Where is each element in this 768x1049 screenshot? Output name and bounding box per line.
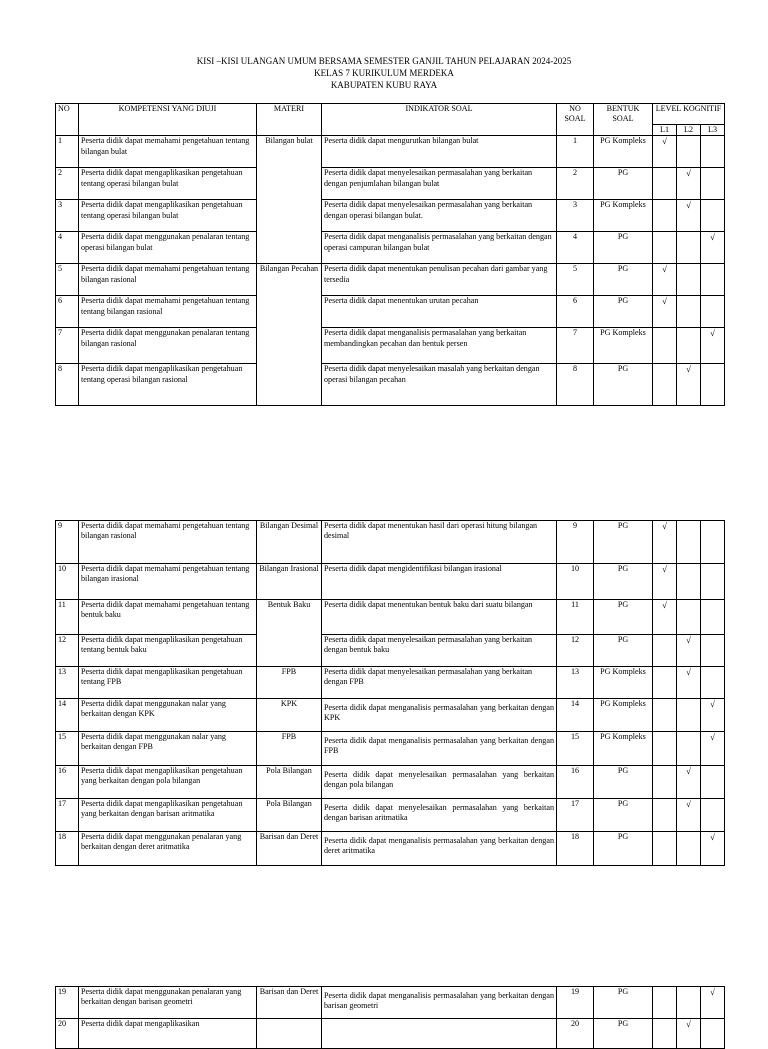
col-header-materi: MATERI: [257, 104, 322, 136]
row-kompetensi: Peserta didik dapat mengaplikasikan pengetahuan tentang bentuk baku: [79, 635, 257, 667]
level-l1-cell: [653, 264, 677, 296]
level-l3-cell: [701, 168, 725, 200]
row-kompetensi: Peserta didik dapat menggunakan penalaran yang berkaitan dengan barisan geometri: [79, 987, 257, 1019]
table-row: [56, 328, 725, 364]
row-indikator: Peserta didik dapat menyelesaikan permasalahan yang berkaitan dengan operasi bilangan bulat.: [322, 200, 557, 232]
table-row: [56, 987, 725, 1019]
level-l1-cell: [653, 699, 677, 732]
row-bentuk-soal: PG Kompleks: [594, 667, 653, 699]
row-no: 5: [56, 264, 79, 296]
row-indikator: Peserta didik dapat menyelesaikan permasalahan yang berkaitan dengan bentuk baku: [322, 635, 557, 667]
row-bentuk-soal: PG Kompleks: [594, 328, 653, 364]
row-indikator: Peserta didik dapat menganalisis permasalahan yang berkaitan dengan deret aritmatika: [322, 832, 557, 866]
level-l3-cell: [701, 200, 725, 232]
kisi-table-part-3: [55, 986, 725, 1049]
level-l1-cell: [653, 200, 677, 232]
row-bentuk-soal: PG Kompleks: [594, 699, 653, 732]
table-row: [56, 168, 725, 200]
row-no-soal: 14: [557, 699, 594, 732]
col-header-bentuk: BENTUK SOAL: [594, 104, 653, 136]
row-kompetensi: Peserta didik dapat mengaplikasikan pengetahuan yang berkaitan dengan barisan aritmatika: [79, 799, 257, 832]
row-indikator: Peserta didik dapat menganalisis permasalahan yang berkaitan dengan KPK: [322, 699, 557, 732]
row-materi: Barisan dan Deret: [257, 832, 322, 866]
level-l3-cell: [701, 564, 725, 600]
table-row: [56, 296, 725, 328]
row-bentuk-soal: PG: [594, 264, 653, 296]
row-indikator: Peserta didik dapat menentukan penulisan pecahan dari gambar yang tersedia: [322, 264, 557, 296]
row-bentuk-soal: PG: [594, 799, 653, 832]
row-indikator: Peserta didik dapat menyelesaikan permasalahan yang berkaitan dengan barisan aritmatika: [322, 799, 557, 832]
kisi-table-part-1: [55, 103, 725, 406]
level-l3-cell: [701, 635, 725, 667]
level-l3-cell: [701, 987, 725, 1019]
row-bentuk-soal: PG: [594, 521, 653, 564]
col-header-l1: L1: [653, 125, 677, 136]
row-bentuk-soal: PG Kompleks: [594, 136, 653, 168]
row-no: 14: [56, 699, 79, 732]
row-no-soal: 5: [557, 264, 594, 296]
level-l2-cell: [677, 667, 701, 699]
check-mark-icon: √: [686, 364, 691, 375]
row-indikator: Peserta didik dapat menyelesaikan permasalahan yang berkaitan dengan FPB: [322, 667, 557, 699]
row-kompetensi: Peserta didik dapat mengaplikasikan pengetahuan yang berkaitan dengan pola bilangan: [79, 766, 257, 799]
row-no: 8: [56, 364, 79, 406]
level-l3-cell: [701, 264, 725, 296]
level-l2-cell: [677, 699, 701, 732]
row-indikator: Peserta didik dapat menentukan urutan pecahan: [322, 296, 557, 328]
level-l3-cell: [701, 1019, 725, 1049]
row-materi: Bilangan Pecahan: [257, 264, 322, 406]
level-l3-cell: [701, 766, 725, 799]
row-no: 19: [56, 987, 79, 1019]
row-kompetensi: Peserta didik dapat menggunakan penalaran tentang bilangan rasional: [79, 328, 257, 364]
row-no: 20: [56, 1019, 79, 1049]
level-l1-cell: [653, 600, 677, 635]
level-l1-cell: [653, 1019, 677, 1049]
check-mark-icon: √: [662, 296, 667, 307]
level-l2-cell: [677, 200, 701, 232]
row-materi: KPK: [257, 699, 322, 732]
level-l1-cell: [653, 296, 677, 328]
row-indikator: Peserta didik dapat menganalisis permasalahan yang berkaitan dengan barisan geometri: [322, 987, 557, 1019]
level-l2-cell: [677, 799, 701, 832]
row-bentuk-soal: PG: [594, 296, 653, 328]
level-l2-cell: [677, 600, 701, 635]
table-row: [56, 832, 725, 866]
row-kompetensi: Peserta didik dapat menggunakan penalaran yang berkaitan dengan deret aritmatika: [79, 832, 257, 866]
row-kompetensi: Peserta didik dapat memahami pengetahuan tentang tentang bilangan rasional: [79, 296, 257, 328]
check-mark-icon: √: [710, 699, 715, 709]
title-line-1: KISI –KISI ULANGAN UMUM BERSAMA SEMESTER GANJIL TAHUN PELAJARAN 2024-2025: [196, 56, 572, 66]
row-no-soal: 15: [557, 732, 594, 766]
row-no: 13: [56, 667, 79, 699]
level-l2-cell: [677, 328, 701, 364]
row-materi: FPB: [257, 732, 322, 766]
row-no-soal: 11: [557, 600, 594, 635]
row-bentuk-soal: PG: [594, 766, 653, 799]
check-mark-icon: √: [686, 766, 691, 776]
level-l3-cell: [701, 296, 725, 328]
table-row: [56, 732, 725, 766]
row-bentuk-soal: PG Kompleks: [594, 200, 653, 232]
table-row: [56, 600, 725, 635]
row-materi: Bentuk Baku: [257, 600, 322, 667]
col-header-kompetensi: KOMPETENSI YANG DIUJI: [79, 104, 257, 136]
level-l2-cell: [677, 136, 701, 168]
table-body-1: [56, 136, 725, 406]
level-l3-cell: [701, 667, 725, 699]
row-kompetensi: Peserta didik dapat mengaplikasikan: [79, 1019, 257, 1049]
table-row: [56, 635, 725, 667]
level-l3-cell: [701, 328, 725, 364]
check-mark-icon: √: [686, 635, 691, 645]
level-l2-cell: [677, 766, 701, 799]
row-no: 6: [56, 296, 79, 328]
level-l1-cell: [653, 799, 677, 832]
table-row: [56, 1019, 725, 1049]
level-l3-cell: [701, 732, 725, 766]
row-materi: Bilangan Desimal: [257, 521, 322, 564]
col-header-indikator: INDIKATOR SOAL: [322, 104, 557, 136]
table-row: [56, 699, 725, 732]
row-indikator: Peserta didik dapat menganalisis permasalahan yang berkaitan dengan operasi campuran bilangan bulat: [322, 232, 557, 264]
level-l3-cell: [701, 699, 725, 732]
row-no-soal: 8: [557, 364, 594, 406]
check-mark-icon: √: [662, 600, 667, 610]
row-no: 17: [56, 799, 79, 832]
row-no: 2: [56, 168, 79, 200]
level-l2-cell: [677, 732, 701, 766]
row-no-soal: 18: [557, 832, 594, 866]
row-no: 16: [56, 766, 79, 799]
row-no: 10: [56, 564, 79, 600]
table-row: [56, 200, 725, 232]
row-no-soal: 19: [557, 987, 594, 1019]
title-line-2: KELAS 7 KURIKULUM MERDEKA: [314, 68, 454, 78]
row-no-soal: 20: [557, 1019, 594, 1049]
level-l1-cell: [653, 232, 677, 264]
row-no: 9: [56, 521, 79, 564]
level-l3-cell: [701, 364, 725, 406]
level-l3-cell: [701, 232, 725, 264]
check-mark-icon: √: [662, 564, 667, 574]
table-body-3: [56, 987, 725, 1049]
level-l1-cell: [653, 832, 677, 866]
row-kompetensi: Peserta didik dapat menggunakan penalaran tentang operasi bilangan bulat: [79, 232, 257, 264]
check-mark-icon: √: [710, 232, 715, 243]
row-indikator: Peserta didik dapat menganalisis permasalahan yang berkaitan membandingkan pecahan dan bentuk persen: [322, 328, 557, 364]
level-l3-cell: [701, 521, 725, 564]
check-mark-icon: √: [710, 987, 715, 997]
row-no-soal: 7: [557, 328, 594, 364]
check-mark-icon: √: [710, 328, 715, 339]
row-bentuk-soal: PG: [594, 564, 653, 600]
row-kompetensi: Peserta didik dapat memahami pengetahuan tentang bilangan rasional: [79, 521, 257, 564]
check-mark-icon: √: [710, 732, 715, 742]
check-mark-icon: √: [686, 1019, 691, 1029]
row-bentuk-soal: PG: [594, 987, 653, 1019]
level-l3-cell: [701, 799, 725, 832]
check-mark-icon: √: [686, 200, 691, 211]
level-l1-cell: [653, 168, 677, 200]
row-bentuk-soal: PG: [594, 600, 653, 635]
row-bentuk-soal: PG: [594, 635, 653, 667]
row-kompetensi: Peserta didik dapat mengaplikasikan pengetahuan tentang operasi bilangan rasional: [79, 364, 257, 406]
row-no: 18: [56, 832, 79, 866]
row-kompetensi: Peserta didik dapat mengaplikasikan pengetahuan tentang operasi bilangan bulat: [79, 168, 257, 200]
check-mark-icon: √: [710, 832, 715, 842]
row-bentuk-soal: PG: [594, 232, 653, 264]
check-mark-icon: √: [662, 521, 667, 531]
table-row: [56, 766, 725, 799]
row-bentuk-soal: PG: [594, 168, 653, 200]
row-indikator: Peserta didik dapat menyelesaikan masalah yang berkaitan dengan operasi bilangan pecahan: [322, 364, 557, 406]
row-no: 7: [56, 328, 79, 364]
col-header-l3: L3: [701, 125, 725, 136]
row-no: 12: [56, 635, 79, 667]
level-l2-cell: [677, 987, 701, 1019]
check-mark-icon: √: [686, 168, 691, 179]
row-kompetensi: Peserta didik dapat menggunakan nalar yang berkaitan dengan FPB: [79, 732, 257, 766]
level-l2-cell: [677, 564, 701, 600]
level-l2-cell: [677, 296, 701, 328]
check-mark-icon: √: [686, 667, 691, 677]
row-no: 11: [56, 600, 79, 635]
col-header-no-soal: NO SOAL: [557, 104, 594, 136]
row-no-soal: 2: [557, 168, 594, 200]
row-kompetensi: Peserta didik dapat mengaplikasikan pengetahuan tentang operasi bilangan bulat: [79, 200, 257, 232]
level-l1-cell: [653, 364, 677, 406]
row-kompetensi: Peserta didik dapat memahami pengetahuan tentang bilangan bulat: [79, 136, 257, 168]
row-indikator: Peserta didik dapat menyelesaikan permasalahan yang berkaitan dengan pola bilangan: [322, 766, 557, 799]
table-row: [56, 564, 725, 600]
row-kompetensi: Peserta didik dapat memahami pengetahuan tentang bilangan rasional: [79, 264, 257, 296]
table-body-2: [56, 521, 725, 866]
table-row: [56, 136, 725, 168]
col-header-level: LEVEL KOGNITIF: [653, 104, 725, 125]
row-no-soal: 17: [557, 799, 594, 832]
level-l1-cell: [653, 564, 677, 600]
table-row: [56, 799, 725, 832]
row-bentuk-soal: PG Kompleks: [594, 732, 653, 766]
col-header-no: NO: [56, 104, 79, 136]
row-materi: [257, 1019, 322, 1049]
col-header-l2: L2: [677, 125, 701, 136]
table-row: [56, 364, 725, 406]
table-row: [56, 232, 725, 264]
check-mark-icon: √: [662, 264, 667, 275]
level-l2-cell: [677, 264, 701, 296]
row-indikator: Peserta didik dapat menyelesaikan permasalahan yang berkaitan dengan penjumlahan bilangan bulat: [322, 168, 557, 200]
level-l2-cell: [677, 364, 701, 406]
row-indikator: Peserta didik dapat menentukan bentuk baku dari suatu bilangan: [322, 600, 557, 635]
row-indikator: Peserta didik dapat mengurutkan bilangan bulat: [322, 136, 557, 168]
level-l1-cell: [653, 521, 677, 564]
row-no-soal: 16: [557, 766, 594, 799]
table-row: [56, 264, 725, 296]
row-materi: Pola Bilangan: [257, 766, 322, 799]
row-no-soal: 13: [557, 667, 594, 699]
row-no-soal: 10: [557, 564, 594, 600]
row-materi: FPB: [257, 667, 322, 699]
row-no: 4: [56, 232, 79, 264]
level-l1-cell: [653, 987, 677, 1019]
level-l2-cell: [677, 168, 701, 200]
row-materi: Bilangan Irasional: [257, 564, 322, 600]
title-line-3: KABUPATEN KUBU RAYA: [330, 80, 438, 90]
check-mark-icon: √: [686, 799, 691, 809]
row-indikator: Peserta didik dapat menganalisis permasalahan yang berkaitan dengan FPB: [322, 732, 557, 766]
level-l3-cell: [701, 600, 725, 635]
row-indikator: [322, 1019, 557, 1049]
row-no-soal: 9: [557, 521, 594, 564]
row-materi: Pola Bilangan: [257, 799, 322, 832]
row-no: 15: [56, 732, 79, 766]
row-no-soal: 12: [557, 635, 594, 667]
row-indikator: Peserta didik dapat menentukan hasil dari operasi hitung bilangan desimal: [322, 521, 557, 564]
row-materi: Bilangan bulat: [257, 136, 322, 264]
table-row: [56, 521, 725, 564]
check-mark-icon: √: [662, 136, 667, 147]
level-l1-cell: [653, 136, 677, 168]
row-no: 3: [56, 200, 79, 232]
row-bentuk-soal: PG: [594, 1019, 653, 1049]
level-l1-cell: [653, 766, 677, 799]
kisi-table-part-2: [55, 520, 725, 866]
level-l2-cell: [677, 635, 701, 667]
level-l3-cell: [701, 136, 725, 168]
level-l3-cell: [701, 832, 725, 866]
row-bentuk-soal: PG: [594, 832, 653, 866]
level-l1-cell: [653, 667, 677, 699]
row-kompetensi: Peserta didik dapat mengaplikasikan pengetahuan tentang FPB: [79, 667, 257, 699]
row-no-soal: 4: [557, 232, 594, 264]
row-kompetensi: Peserta didik dapat memahami pengetahuan tentang bilangan irasional: [79, 564, 257, 600]
row-kompetensi: Peserta didik dapat menggunakan nalar yang berkaitan dengan KPK: [79, 699, 257, 732]
level-l2-cell: [677, 1019, 701, 1049]
level-l1-cell: [653, 328, 677, 364]
level-l2-cell: [677, 521, 701, 564]
row-kompetensi: Peserta didik dapat memahami pengetahuan tentang bentuk baku: [79, 600, 257, 635]
row-no: 1: [56, 136, 79, 168]
row-indikator: Peserta didik dapat mengidentifikasi bilangan irasional: [322, 564, 557, 600]
table-row: [56, 667, 725, 699]
level-l1-cell: [653, 635, 677, 667]
row-no-soal: 6: [557, 296, 594, 328]
row-materi: Barisan dan Deret: [257, 987, 322, 1019]
level-l2-cell: [677, 832, 701, 866]
row-no-soal: 1: [557, 136, 594, 168]
level-l2-cell: [677, 232, 701, 264]
row-bentuk-soal: PG: [594, 364, 653, 406]
level-l1-cell: [653, 732, 677, 766]
row-no-soal: 3: [557, 200, 594, 232]
